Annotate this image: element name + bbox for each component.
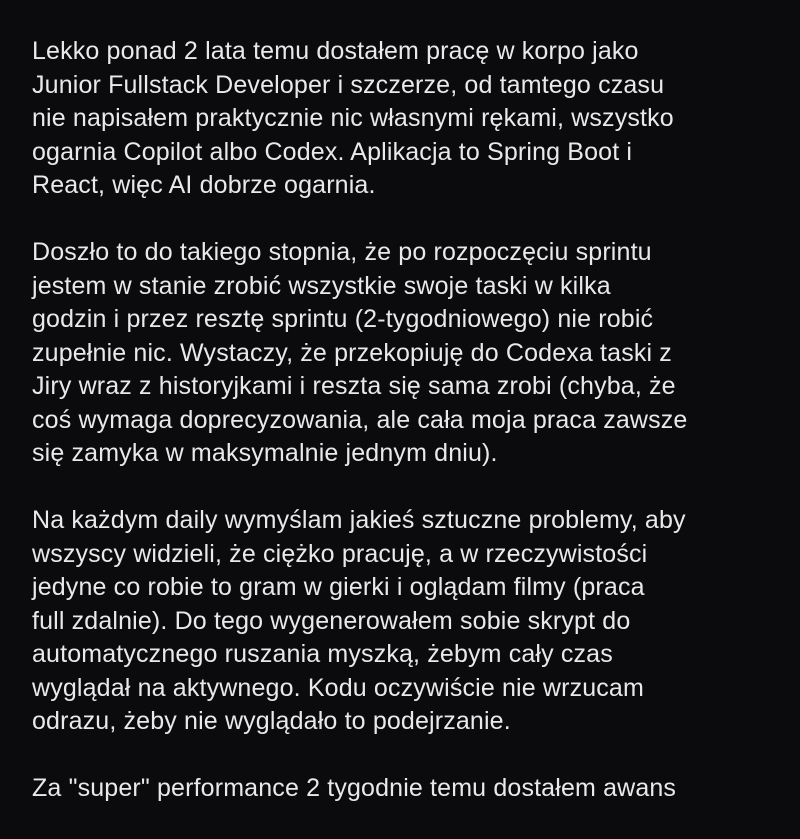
post-text-line: nie napisałem praktycznie nic własnymi rękami, wszystko	[32, 104, 674, 132]
post-text-line: zupełnie nic. Wystaczy, że przekopiuję do Codexa taski z	[32, 338, 672, 367]
post-text-line: Doszło to do takiego stopnia, że po rozpoczęciu sprintu	[32, 238, 652, 266]
post-text-line: Za "super" performance 2 tygodnie temu dostałem awans	[32, 774, 677, 802]
post-body	[32, 35, 792, 839]
post-text-line: coś wymaga doprecyzowania, ale cała moja praca zawsze	[32, 405, 688, 434]
post-paragraph-1	[32, 35, 792, 203]
post-text-line: Jiry wraz z historyjkami i reszta się sama zrobi (chyba, że	[32, 372, 676, 400]
post-text-line: Na każdym daily wymyślam jakieś sztuczne problemy, aby	[32, 506, 686, 534]
post-text-line: ogarnia Copilot albo Codex. Aplikacja to Spring Boot i	[32, 137, 633, 166]
post-text-line: Lekko ponad 2 lata temu dostałem pracę w korpo jako	[32, 37, 639, 65]
post-text-line: full zdalnie). Do tego wygenerowałem sobie skrypt do	[32, 606, 631, 635]
post-text-line: wszyscy widzieli, że ciężko pracuję, a w rzeczywistości	[32, 539, 648, 568]
post-text-line: jedyne co robie to gram w gierki i oglądam filmy (praca	[32, 573, 645, 601]
post-paragraph-2	[32, 236, 792, 471]
post-text-line: React, więc AI dobrze ogarnia.	[32, 171, 376, 199]
post-text-line: godzin i przez resztę sprintu (2-tygodniowego) nie robić	[32, 305, 654, 333]
post-text-line: jestem w stanie zrobić wszystkie swoje taski w kilka	[32, 271, 611, 300]
post-text-line: automatycznego ruszania myszką, żebym cały czas	[32, 640, 613, 668]
post-paragraph-4	[32, 772, 792, 806]
post-text-line: odrazu, żeby nie wyglądało to podejrzanie.	[32, 707, 511, 735]
post-text-line: się zamyka w maksymalnie jednym dniu).	[32, 439, 498, 467]
post-text-line: wyglądał na aktywnego. Kodu oczywiście nie wrzucam	[32, 673, 644, 702]
post-text-line: Junior Fullstack Developer i szczerze, od tamtego czasu	[32, 70, 665, 99]
post-paragraph-3	[32, 504, 792, 739]
